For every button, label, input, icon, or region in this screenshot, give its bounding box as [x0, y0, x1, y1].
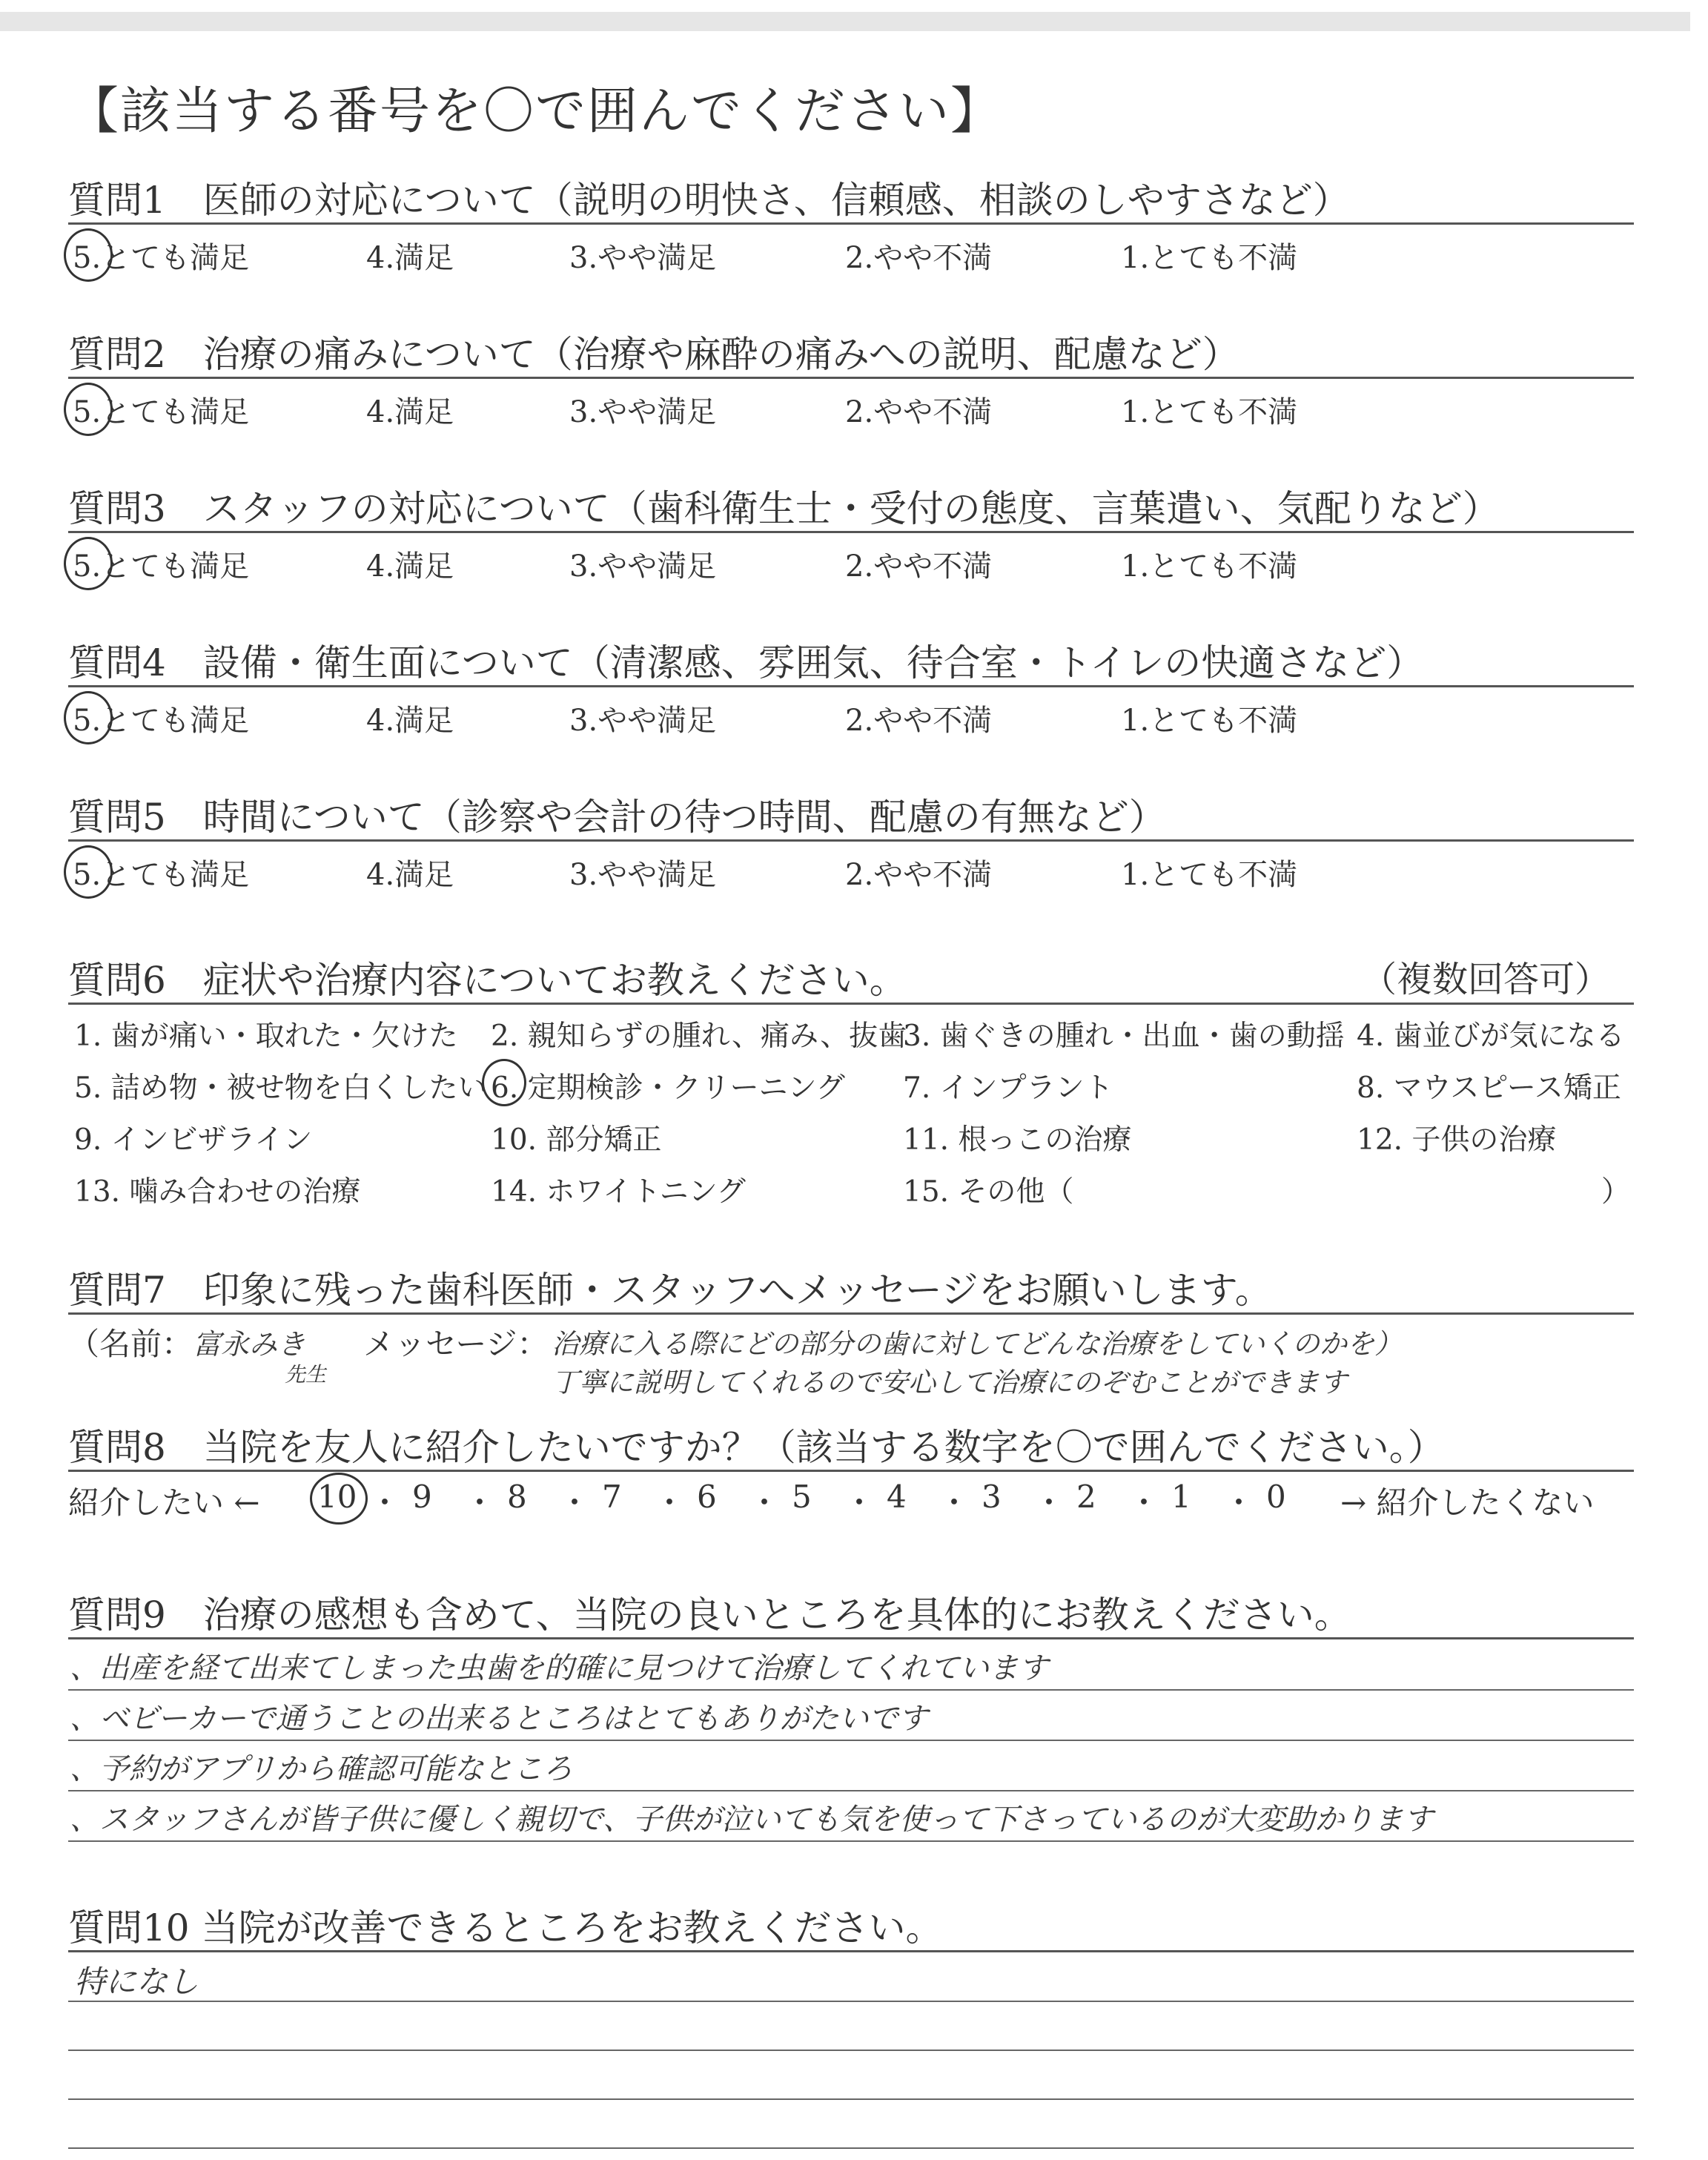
q9-line-4	[68, 1840, 1634, 1842]
q8-scale-4: 4	[887, 1479, 907, 1515]
q4-option-3: 3.やや満足	[569, 704, 717, 738]
q2-heading: 質問2 治療の痛みについて（治療や麻酔の痛みへの説明、配慮など）	[68, 333, 1239, 376]
q2-option-1: 1.とても不満	[1121, 395, 1298, 429]
q8-scale-1: 1	[1171, 1479, 1191, 1515]
q5-option-5: 5.とても満足	[73, 858, 250, 892]
q8-scale-5: 5	[792, 1479, 812, 1515]
q2-option-3: 3.やや満足	[569, 395, 717, 429]
q4-option-2: 2.やや不満	[845, 704, 993, 738]
q7-rule	[68, 1312, 1634, 1315]
q7-name-suffix: 先生	[285, 1362, 327, 1387]
q3-option-2: 2.やや不満	[845, 549, 993, 584]
q6-option-11: 11. 根っこの治療	[903, 1123, 1132, 1157]
q10-line-3	[68, 2098, 1634, 2100]
q1-selection-circle	[64, 228, 113, 282]
q6-option-5: 5. 詰め物・被せ物を白くしたい	[74, 1071, 487, 1105]
q4-option-5: 5.とても満足	[73, 704, 250, 738]
q8-scale-3: 3	[982, 1479, 1002, 1515]
q3-option-1: 1.とても不満	[1121, 549, 1298, 584]
q9-answer-3: 、予約がアプリから確認可能なところ	[70, 1752, 573, 1786]
q6-option-14: 14. ホワイトニング	[491, 1175, 746, 1209]
q7-message-line1: 治療に入る際にどの部分の歯に対してどんな治療をしていくのかを）	[552, 1328, 1402, 1360]
q8-scale-9: 9	[412, 1479, 432, 1515]
q8-scale-separator: ・	[749, 1484, 781, 1521]
q9-line-2	[68, 1740, 1634, 1741]
q6-option-9: 9. インビザライン	[74, 1123, 313, 1157]
q9-answer-2: 、ベビーカーで通うことの出来るところはとてもありがたいです	[70, 1702, 928, 1736]
q3-option-3: 3.やや満足	[569, 549, 717, 584]
q3-heading: 質問3 スタッフの対応について（歯科衛生士・受付の態度、言葉遣い、気配りなど）	[68, 487, 1500, 530]
q4-rule	[68, 685, 1634, 687]
q7-message-line2: 丁寧に説明してくれるので安心して治療にのぞむことができます	[552, 1367, 1347, 1398]
q10-answer: 特になし	[74, 1964, 199, 2000]
q7-name-label: （名前：	[68, 1326, 193, 1362]
q5-option-2: 2.やや不満	[845, 858, 993, 892]
q6-option-16: ）	[1601, 1175, 1631, 1209]
scan-top-edge	[0, 12, 1690, 31]
page-title: 【該当する番号を〇で囲んでください】	[68, 82, 1003, 141]
q8-scale-separator: ・	[844, 1484, 875, 1521]
q1-option-3: 3.やや満足	[569, 241, 717, 275]
q4-option-1: 1.とても不満	[1121, 704, 1298, 738]
q8-scale-8: 8	[507, 1479, 527, 1515]
q8-scale-separator: ・	[559, 1484, 591, 1521]
q8-scale-separator: ・	[1223, 1484, 1255, 1521]
q3-option-4: 4.満足	[366, 549, 454, 584]
q8-rule	[68, 1470, 1634, 1472]
q2-option-5: 5.とても満足	[73, 395, 250, 429]
q1-option-1: 1.とても不満	[1121, 241, 1298, 275]
q6-option-13: 13. 噛み合わせの治療	[74, 1175, 361, 1209]
q8-scale-separator: ・	[369, 1484, 401, 1521]
q8-scale-separator: ・	[654, 1484, 686, 1521]
q6-option-15: 15. その他（	[903, 1175, 1074, 1209]
q3-selection-circle	[64, 537, 113, 590]
q9-line-1	[68, 1689, 1634, 1691]
q7-message-label: メッセージ：	[363, 1326, 549, 1362]
q2-rule	[68, 377, 1634, 379]
q3-option-5: 5.とても満足	[73, 549, 250, 584]
q6-heading: 質問6 症状や治療内容についてお教えください。	[68, 959, 907, 1002]
q8-scale-separator: ・	[464, 1484, 496, 1521]
q10-line-2	[68, 2050, 1634, 2051]
q9-answer-4: 、スタッフさんが皆子供に優しく親切で、子供が泣いても気を使って下さっているのが大変助かります	[70, 1803, 1434, 1837]
q5-option-3: 3.やや満足	[569, 858, 717, 892]
q2-option-2: 2.やや不満	[845, 395, 993, 429]
q1-option-4: 4.満足	[366, 241, 454, 275]
q1-heading: 質問1 医師の対応について（説明の明快さ、信頼感、相談のしやすさなど）	[68, 179, 1350, 222]
q2-selection-circle	[64, 383, 113, 436]
q6-option-3: 3. 歯ぐきの腫れ・出血・歯の動揺	[903, 1020, 1345, 1053]
q8-scale-separator: ・	[1033, 1484, 1065, 1521]
q4-selection-circle	[64, 691, 113, 744]
q6-option-1: 1. 歯が痛い・取れた・欠けた	[74, 1020, 458, 1053]
q8-scale-10: 10	[317, 1479, 357, 1515]
q10-line-4	[68, 2147, 1634, 2149]
q7-heading: 質問7 印象に残った歯科医師・スタッフへメッセージをお願いします。	[68, 1269, 1272, 1312]
q8-left-label: 紹介したい ←	[68, 1484, 260, 1521]
q10-rule	[68, 1950, 1634, 1952]
q8-scale-separator: ・	[939, 1484, 970, 1521]
q8-selection-circle	[310, 1473, 368, 1525]
q9-heading: 質問9 治療の感想も含めて、当院の良いところを具体的にお教えください。	[68, 1593, 1351, 1636]
q10-heading: 質問10 当院が改善できるところをお教えください。	[68, 1906, 943, 1949]
q6-rule	[68, 1003, 1634, 1005]
q5-option-4: 4.満足	[366, 858, 454, 892]
q5-heading: 質問5 時間について（診察や会計の待つ時間、配慮の有無など）	[68, 796, 1166, 839]
q6-selection-circle	[482, 1059, 526, 1106]
q6-option-6: 6. 定期検診・クリーニング	[491, 1071, 845, 1105]
q9-answer-1: 、出産を経て出来てしまった虫歯を的確に見つけて治療してくれています	[70, 1651, 1048, 1685]
q6-note: （複数回答可）	[1361, 959, 1611, 1000]
q9-rule	[68, 1637, 1634, 1639]
q6-option-8: 8. マウスピース矯正	[1357, 1071, 1621, 1105]
q2-option-4: 4.満足	[366, 395, 454, 429]
q5-option-1: 1.とても不満	[1121, 858, 1298, 892]
q8-scale-6: 6	[697, 1479, 717, 1515]
q8-scale-separator: ・	[1128, 1484, 1160, 1521]
q3-rule	[68, 531, 1634, 533]
q6-option-12: 12. 子供の治療	[1357, 1123, 1557, 1157]
q9-line-3	[68, 1790, 1634, 1791]
q1-option-5: 5.とても満足	[73, 241, 250, 275]
q6-option-10: 10. 部分矯正	[491, 1123, 662, 1157]
q6-option-4: 4. 歯並びが気になる	[1357, 1020, 1625, 1053]
q8-scale-7: 7	[602, 1479, 622, 1515]
q6-option-7: 7. インプラント	[903, 1071, 1113, 1105]
q7-name-value: 富永みき	[193, 1328, 306, 1361]
q5-selection-circle	[64, 845, 113, 899]
q8-heading: 質問8 当院を友人に紹介したいですか？（該当する数字を〇で囲んでください。）	[68, 1426, 1445, 1469]
q4-option-4: 4.満足	[366, 704, 454, 738]
q1-rule	[68, 222, 1634, 225]
q8-right-label: → 紹介したくない	[1340, 1484, 1595, 1521]
q4-heading: 質問4 設備・衛生面について（清潔感、雰囲気、待合室・トイレの快適さなど）	[68, 641, 1424, 684]
q8-scale-2: 2	[1076, 1479, 1096, 1515]
q1-option-2: 2.やや不満	[845, 241, 993, 275]
q6-option-2: 2. 親知らずの腫れ、痛み、抜歯	[491, 1020, 907, 1053]
q10-line-1	[68, 2001, 1634, 2002]
q8-scale-0: 0	[1266, 1479, 1286, 1515]
q5-rule	[68, 839, 1634, 842]
